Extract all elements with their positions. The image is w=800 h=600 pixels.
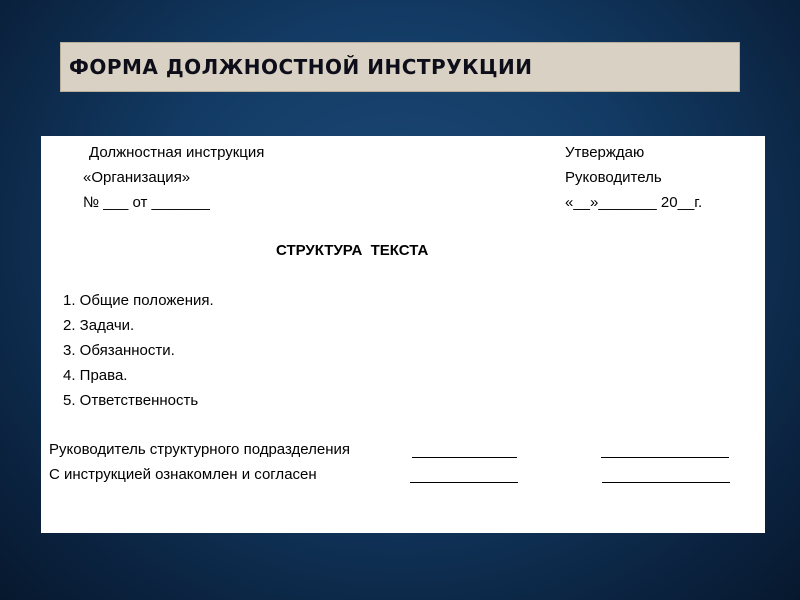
header-left-line1: Должностная инструкция xyxy=(89,144,265,161)
header-right-line1: Утверждаю xyxy=(565,144,645,161)
section-item: 1. Общие положения. xyxy=(63,292,214,309)
date-blank-manager xyxy=(601,443,729,458)
slide-title: ФОРМА ДОЛЖНОСТНОЙ ИНСТРУКЦИИ xyxy=(69,55,533,79)
document-panel xyxy=(41,136,765,533)
signature-label-manager: Руководитель структурного подразделения xyxy=(49,441,350,458)
section-item: 2. Задачи. xyxy=(63,317,135,334)
date-blank-employee xyxy=(602,468,730,483)
header-left-line3: № ___ от _______ xyxy=(83,194,210,211)
signature-blank-manager xyxy=(412,443,517,458)
slide-title-box xyxy=(60,42,740,92)
section-item: 4. Права. xyxy=(63,367,128,384)
section-item: 3. Обязанности. xyxy=(63,342,175,359)
section-item: 5. Ответственность xyxy=(63,392,199,409)
signature-label-employee: С инструкцией ознакомлен и согласен xyxy=(49,466,317,483)
structure-heading: СТРУКТУРА ТЕКСТА xyxy=(276,242,429,259)
signature-blank-employee xyxy=(410,468,518,483)
header-right-line3: «__»_______ 20__г. xyxy=(565,194,703,211)
header-left-line2: «Организация» xyxy=(83,169,191,186)
header-right-line2: Руководитель xyxy=(565,169,662,186)
